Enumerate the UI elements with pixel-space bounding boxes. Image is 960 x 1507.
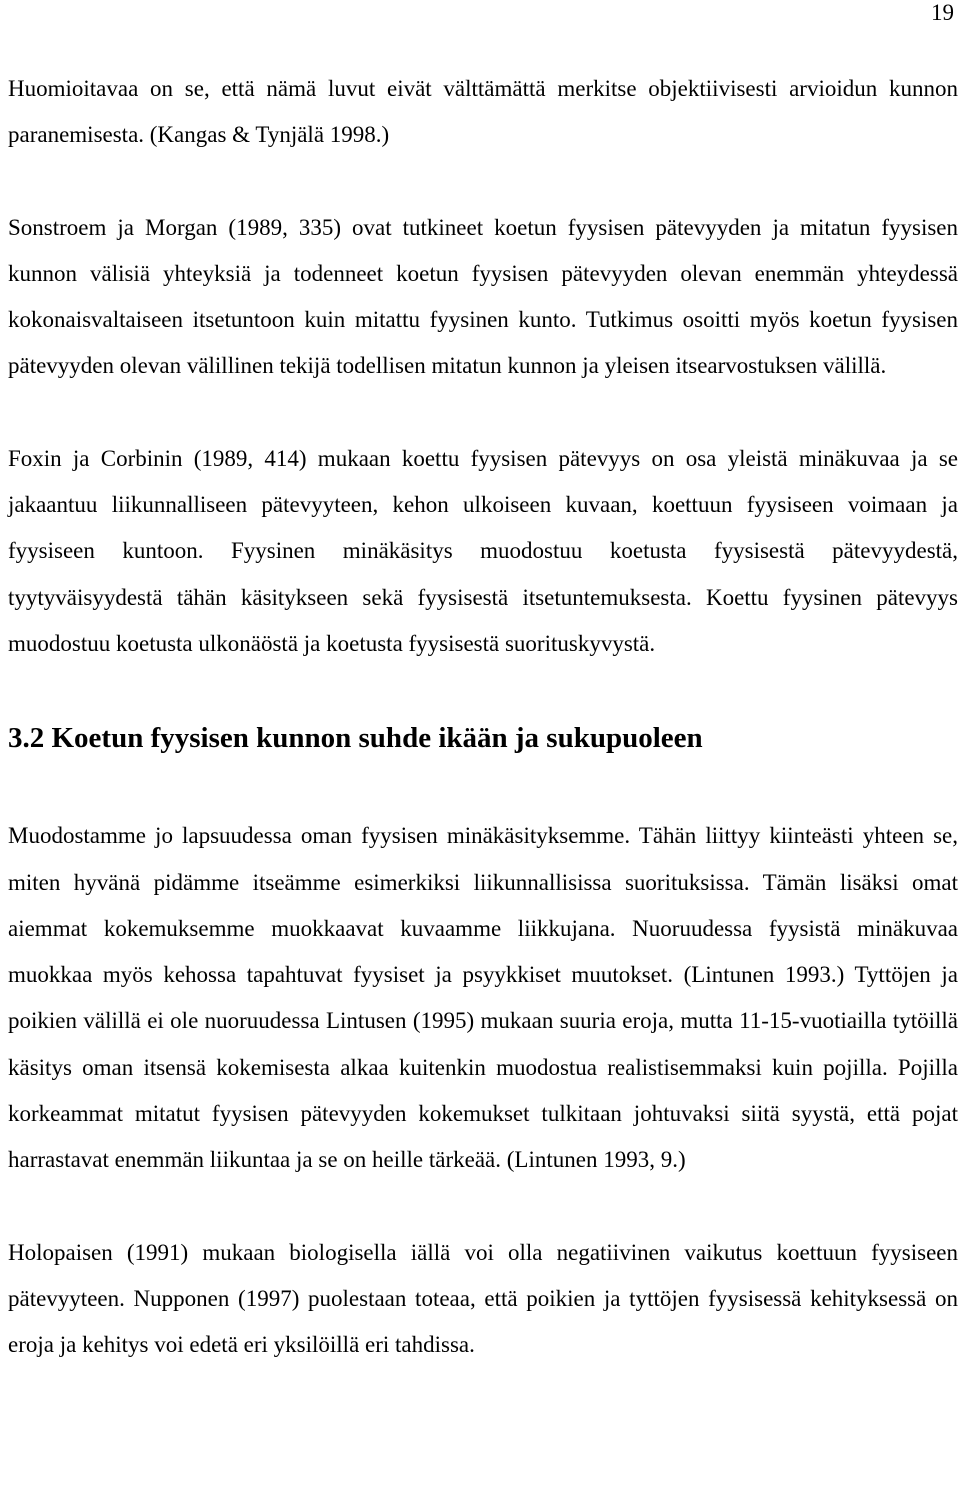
page-number: 19 bbox=[931, 0, 954, 25]
document-body bbox=[8, 66, 958, 1369]
paragraph-sonstroem-morgan: Sonstroem ja Morgan (1989, 335) ovat tutkineet koetun fyysisen pätevyyden ja mitatun fyysisen kunnon välisiä yhteyksiä ja todenneet koetun fyysisen pätevyyden olevan enemmän yhteydessä kokonaisvaltaiseen itsetuntoon kuin mitattu fyysinen kunto. Tutkimus osoitti myös koetun fyysisen pätevyyden olevan välillinen tekijä todellisen mitatun kunnon ja yleisen itsearvostuksen välillä. bbox=[8, 214, 958, 379]
paragraph-lapsuus-minakasitys: Muodostamme jo lapsuudessa oman fyysisen minäkäsityksemme. Tähän liittyy kiinteästi yhteen se, miten hyvänä pidämme itseämme esimerkiksi liikunnallisissa suorituksissa. Tämän lisäksi omat aiemmat kokemuksemme muokkaavat kuvaamme liikkujana. Nuoruudessa fyysistä minäkuvaa muokkaa myös kehossa tapahtuvat fyysiset ja psyykkiset muutokset. (Lintunen 1993.) Tyttöjen ja poikien välillä ei ole nuoruudessa Lintusen (1995) mukaan suuria eroja, mutta 11-15-vuotiailla tytöillä käsitys oman itsensä kokemisesta alkaa kuitenkin muodostua realistisemmaksi kuin pojilla. Pojilla korkeammat mitatut fyysisen pätevyyden kokemukset tulkitaan johtuvaksi siitä syystä, että pojat harrastavat enemmän liikuntaa ja se on heille tärkeää. (Lintunen 1993, 9.) bbox=[8, 823, 958, 1173]
paragraph-kunnon-paraneminen: Huomioitavaa on se, että nämä luvut eivät välttämättä merkitse objektiivisesti arvioidun kunnon paranemisesta. (Kangas & Tynjälä 1998.) bbox=[8, 76, 958, 148]
paragraph-holopainen-nupponen: Holopaisen (1991) mukaan biologisella iällä voi olla negatiivinen vaikutus koettuun fyysiseen pätevyyteen. Nupponen (1997) puolestaan toteaa, että poikien ja tyttöjen fyysisessä kehityksessä on eroja ja kehitys voi edetä eri yksilöillä eri tahdissa. bbox=[8, 1239, 958, 1358]
paragraph-fox-corbin: Foxin ja Corbinin (1989, 414) mukaan koettu fyysisen pätevyys on osa yleistä minäkuvaa ja se jakaantuu liikunnalliseen pätevyyteen, kehon ulkoiseen kuvaan, koettuun fyysiseen voimaan ja fyysiseen kuntoon. Fyysinen minäkäsitys muodostuu koetusta fyysisestä pätevyydestä, tyytyväisyydestä tähän käsitykseen sekä fyysisestä itsetuntemuksesta. Koettu fyysinen pätevyys muodostuu koetusta ulkonäöstä ja koetusta fyysisestä suorituskyvystä. bbox=[8, 445, 958, 656]
section-heading: 3.2 Koetun fyysisen kunnon suhde ikään ja sukupuoleen bbox=[8, 722, 703, 755]
